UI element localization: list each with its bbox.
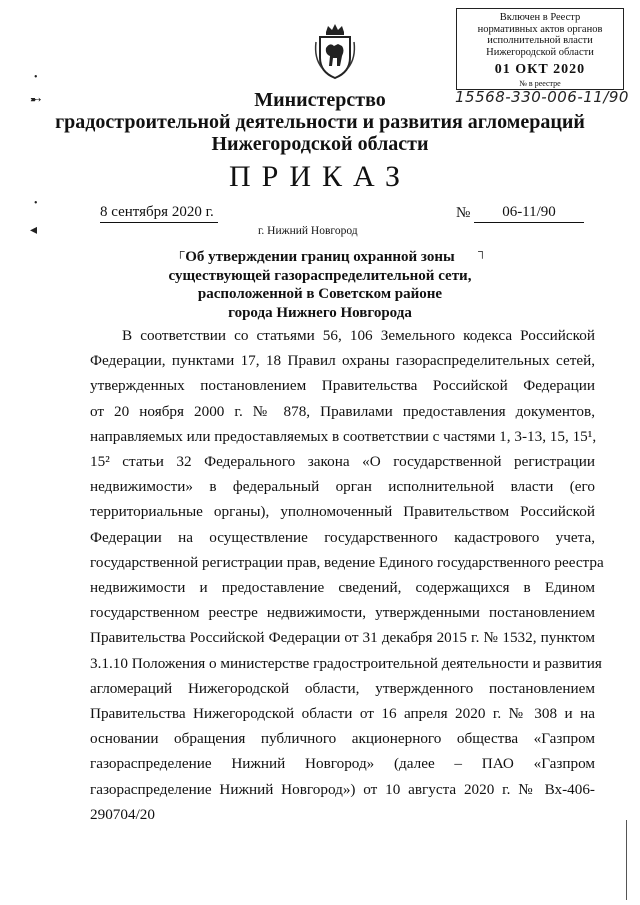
document-subject [150,248,490,322]
body-line: государственном реестре недвижимости, утвержденными постановлением [90,604,595,622]
handwritten-registration-number: 15568-330-006-11/90 [455,88,629,106]
subject-corner-left: ┌ [176,244,185,258]
body-line: от 20 ноября 2000 г. № 878, Правилами предоставления документов, [90,402,595,420]
scan-edge-line [626,820,627,900]
body-line: В соответствии со статьями 56, 106 Земельного кодекса Российской [122,327,595,344]
subject-line-3: расположенной в Советском районе [197,286,443,302]
body-line: утвержденных постановлением Правительства Российской Федерации [90,377,595,395]
body-line: 3.1.10 Положения о министерстве градостроительной деятельности и развития [90,654,602,672]
body-line: Федерации, пунктами 17, 18 Правил охраны газораспределительных сетей, [90,352,595,370]
body-paragraph [90,323,604,827]
scan-mark: ➸ [30,93,42,108]
scan-mark: • [34,72,38,83]
document-city: г. Нижний Новгород [258,225,358,237]
coat-of-arms-emblem [312,22,358,80]
stamp-line-1: Включен в Реестр [499,12,581,23]
stamp-line-3: исполнительной власти [487,35,593,46]
registry-stamp [456,8,624,90]
ministry-name-line-3: Нижегородской области [211,133,429,155]
stamp-date: 01 ОКТ 2020 [494,62,586,77]
stamp-line-2: нормативных актов органов [477,23,603,35]
scan-mark: ◂ [30,223,38,238]
document-number: 06-11/90 [474,204,584,223]
body-line: недвижимости» в федеральный орган исполнительной власти (его [90,478,595,496]
body-line: 290704/20 [90,805,155,823]
body-line: недвижимости и предоставление сведений, содержащихся в Едином [90,579,595,597]
body-line: агломераций Нижегородской области, утвержденного постановлением [90,679,595,697]
stamp-line-4: Нижегородской области [486,46,594,58]
body-line: газораспределение Нижний Новгород» (далее – ПАО «Газпром [90,755,595,773]
body-line: территориальные органы), уполномоченный Правительством Российской [90,503,595,521]
subject-line-1: Об утверждении границ охранной зоны [185,249,455,265]
subject-corner-right: ┐ [478,244,487,258]
body-line: направляемых или предоставляемых в соответствии с частями 1, 3-13, 15, 15¹, [90,427,597,445]
scan-mark: • [34,198,38,209]
subject-line-4: города Нижнего Новгорода [228,304,412,321]
document-date: 8 сентября 2020 г. [100,204,218,223]
stamp-reg-label: № в реестре [519,78,561,88]
ministry-name-line-2: градостроительной деятельности и развития агломераций [55,111,585,133]
number-sign: № [456,205,471,221]
body-line: 15² статьи 32 Федерального закона «О государственной регистрации [90,453,595,471]
body-line: Федерации на осуществление государственного кадастрового учета, [90,528,595,546]
document-type: ПРИКАЗ [229,160,411,193]
body-line: газораспределение Нижний Новгород») от 10 августа 2020 г. № Вх-406- [90,780,595,798]
body-line: основании обращения публичного акционерного общества «Газпром [90,730,595,748]
body-line: государственной регистрации прав, ведение Единого государственного реестра [90,553,604,571]
subject-line-2: существующей газораспределительной сети, [168,267,472,284]
ministry-name-line-1: Министерство [254,89,386,111]
body-line: Правительства Нижегородской области от 16 апреля 2020 г. № 308 и на [90,705,595,723]
body-line: Правительства Российской Федерации от 31 декабря 2015 г. № 1532, пунктом [90,629,595,647]
